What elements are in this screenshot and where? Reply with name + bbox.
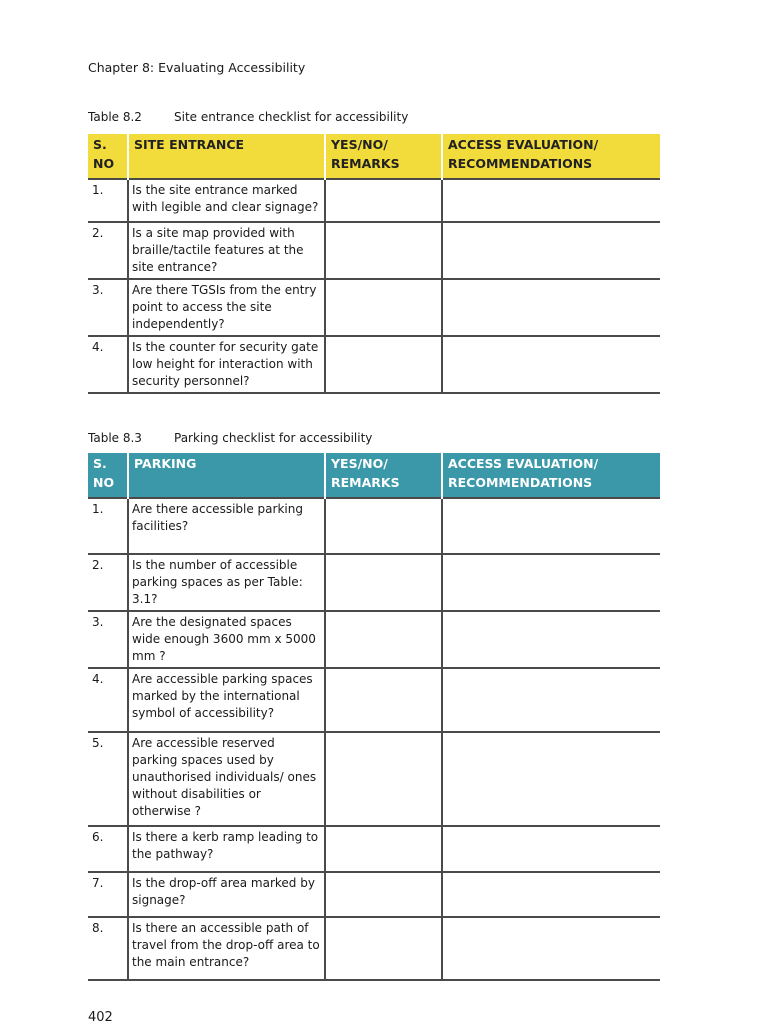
row-serial: 8. — [88, 917, 128, 980]
table-row — [88, 668, 660, 732]
row-serial: 1. — [88, 498, 128, 554]
row-question: Is there a kerb ramp leading to the pathway? — [128, 826, 325, 872]
row-question: Is a site map provided with braille/tactile features at the site entrance? — [128, 222, 325, 279]
remarks-cell[interactable] — [325, 872, 442, 917]
evaluation-cell[interactable] — [442, 732, 660, 826]
remarks-cell[interactable] — [325, 611, 442, 668]
remarks-cell[interactable] — [325, 826, 442, 872]
table-header-row — [88, 134, 660, 179]
table-row — [88, 917, 660, 980]
table-header-row — [88, 453, 660, 498]
row-serial: 5. — [88, 732, 128, 826]
header-access-evaluation: ACCESS EVALUATION/ RECOMMENDATIONS — [442, 134, 660, 179]
evaluation-cell[interactable] — [442, 498, 660, 554]
evaluation-cell[interactable] — [442, 336, 660, 393]
evaluation-cell[interactable] — [442, 611, 660, 668]
remarks-cell[interactable] — [325, 279, 442, 336]
row-question: Are there accessible parking facilities? — [128, 498, 325, 554]
evaluation-cell[interactable] — [442, 826, 660, 872]
table-caption — [88, 431, 372, 445]
remarks-cell[interactable] — [325, 222, 442, 279]
row-serial: 1. — [88, 179, 128, 222]
table-row — [88, 336, 660, 393]
header-topic: SITE ENTRANCE — [128, 134, 325, 179]
row-serial: 3. — [88, 279, 128, 336]
evaluation-cell[interactable] — [442, 917, 660, 980]
remarks-cell[interactable] — [325, 732, 442, 826]
evaluation-cell[interactable] — [442, 222, 660, 279]
header-serial-number: S. NO — [88, 453, 128, 498]
header-serial-number: S. NO — [88, 134, 128, 179]
row-serial: 3. — [88, 611, 128, 668]
table-row — [88, 826, 660, 872]
site-entrance-checklist-table — [88, 134, 660, 394]
table-row — [88, 732, 660, 826]
table-row — [88, 222, 660, 279]
row-question: Are accessible reserved parking spaces used by unauthorised individuals/ ones without disabilities or otherwise ? — [128, 732, 325, 826]
row-question: Is there an accessible path of travel from the drop-off area to the main entrance? — [128, 917, 325, 980]
evaluation-cell[interactable] — [442, 668, 660, 732]
row-question: Is the number of accessible parking spaces as per Table: 3.1? — [128, 554, 325, 611]
header-yes-no-remarks: YES/NO/ REMARKS — [325, 134, 442, 179]
row-question: Are the designated spaces wide enough 3600 mm x 5000 mm ? — [128, 611, 325, 668]
page-number: 402 — [88, 1010, 113, 1025]
table-title: Parking checklist for accessibility — [174, 431, 373, 445]
table-label: Table 8.3 — [88, 431, 142, 445]
row-question: Is the site entrance marked with legible and clear signage? — [128, 179, 325, 222]
parking-checklist-table — [88, 453, 660, 981]
evaluation-cell[interactable] — [442, 872, 660, 917]
evaluation-cell[interactable] — [442, 279, 660, 336]
remarks-cell[interactable] — [325, 498, 442, 554]
table-row — [88, 872, 660, 917]
remarks-cell[interactable] — [325, 336, 442, 393]
table-caption — [88, 110, 408, 124]
row-question: Is the drop-off area marked by signage? — [128, 872, 325, 917]
table-row — [88, 498, 660, 554]
remarks-cell[interactable] — [325, 668, 442, 732]
table-row — [88, 554, 660, 611]
table-row — [88, 279, 660, 336]
row-serial: 6. — [88, 826, 128, 872]
header-access-evaluation: ACCESS EVALUATION/ RECOMMENDATIONS — [442, 453, 660, 498]
remarks-cell[interactable] — [325, 917, 442, 980]
row-serial: 7. — [88, 872, 128, 917]
table-row — [88, 179, 660, 222]
table-row — [88, 611, 660, 668]
table-label: Table 8.2 — [88, 110, 142, 124]
header-topic: PARKING — [128, 453, 325, 498]
row-serial: 4. — [88, 668, 128, 732]
table-title: Site entrance checklist for accessibility — [174, 110, 409, 124]
row-question: Are accessible parking spaces marked by the international symbol of accessibility? — [128, 668, 325, 732]
row-question: Are there TGSIs from the entry point to access the site independently? — [128, 279, 325, 336]
remarks-cell[interactable] — [325, 179, 442, 222]
row-question: Is the counter for security gate low height for interaction with security personnel? — [128, 336, 325, 393]
row-serial: 4. — [88, 336, 128, 393]
evaluation-cell[interactable] — [442, 554, 660, 611]
row-serial: 2. — [88, 554, 128, 611]
evaluation-cell[interactable] — [442, 179, 660, 222]
header-yes-no-remarks: YES/NO/ REMARKS — [325, 453, 442, 498]
row-serial: 2. — [88, 222, 128, 279]
remarks-cell[interactable] — [325, 554, 442, 611]
chapter-heading: Chapter 8: Evaluating Accessibility — [88, 60, 306, 75]
